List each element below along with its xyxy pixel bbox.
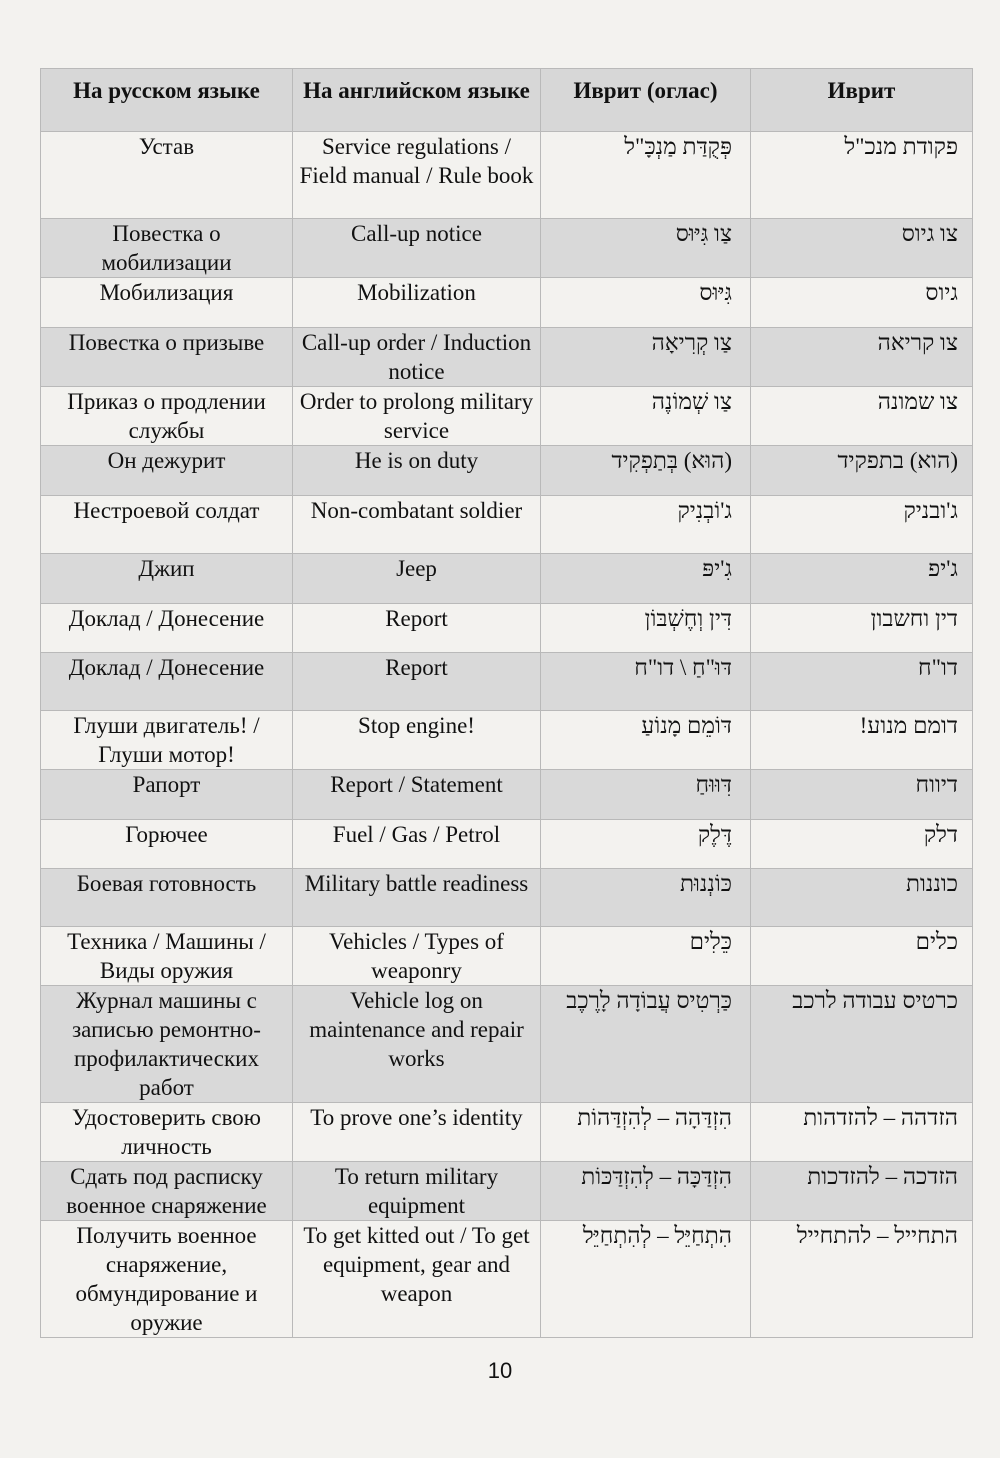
cell-russian: Повестка о мобилизации: [41, 219, 293, 278]
table-row: [41, 1103, 973, 1162]
cell-hebrew-vowelized: כּוֹנְנוּת: [541, 869, 751, 927]
cell-english: Fuel / Gas / Petrol: [293, 820, 541, 869]
cell-hebrew: כרטיס עבודה לרכב: [751, 986, 973, 1103]
table-row: [41, 132, 973, 219]
cell-english: Report / Statement: [293, 770, 541, 820]
cell-hebrew: התחייל – להתחייל: [751, 1221, 973, 1338]
cell-russian: Журнал машины с записью ремонтно-профилактических работ: [41, 986, 293, 1103]
cell-russian: Глуши двигатель! / Глуши мотор!: [41, 711, 293, 770]
cell-russian: Устав: [41, 132, 293, 219]
cell-russian: Приказ о продлении службы: [41, 387, 293, 446]
table-row: [41, 496, 973, 554]
cell-english: Report: [293, 653, 541, 711]
table-row: [41, 278, 973, 328]
table-header-row: [41, 69, 973, 132]
header-english: На английском языке: [293, 69, 541, 132]
cell-english: Stop engine!: [293, 711, 541, 770]
cell-english: Report: [293, 604, 541, 653]
cell-hebrew: ג'ובניק: [751, 496, 973, 554]
cell-hebrew-vowelized: צַו גִּיּוּס: [541, 219, 751, 278]
table-row: [41, 219, 973, 278]
cell-hebrew: כוננות: [751, 869, 973, 927]
cell-hebrew: דלק: [751, 820, 973, 869]
cell-english: To return military equipment: [293, 1162, 541, 1221]
table-row: [41, 927, 973, 986]
cell-russian: Джип: [41, 554, 293, 604]
cell-hebrew-vowelized: גִ'יפּ: [541, 554, 751, 604]
cell-hebrew: (הוא) בתפקיד: [751, 446, 973, 496]
cell-hebrew: כלים: [751, 927, 973, 986]
cell-english: Call-up order / Induction notice: [293, 328, 541, 387]
cell-hebrew-vowelized: פְּקֻדַּת מַנְכָּ"ל: [541, 132, 751, 219]
cell-hebrew-vowelized: צַו קְרִיאָה: [541, 328, 751, 387]
cell-russian: Горючее: [41, 820, 293, 869]
table-row: [41, 820, 973, 869]
cell-hebrew-vowelized: דִּוּוּחַ: [541, 770, 751, 820]
cell-english: He is on duty: [293, 446, 541, 496]
cell-russian: Получить военное снаряжение, обмундирование и оружие: [41, 1221, 293, 1338]
glossary-table: [40, 68, 973, 1338]
table-row: [41, 1221, 973, 1338]
cell-english: Service regulations / Field manual / Rule book: [293, 132, 541, 219]
cell-english: Non-combatant soldier: [293, 496, 541, 554]
cell-hebrew-vowelized: כֵּלִים: [541, 927, 751, 986]
table-row: [41, 1162, 973, 1221]
cell-russian: Техника / Машины / Виды оружия: [41, 927, 293, 986]
cell-english: Mobilization: [293, 278, 541, 328]
cell-hebrew: דין וחשבון: [751, 604, 973, 653]
cell-hebrew: צו שמונה: [751, 387, 973, 446]
cell-english: Vehicle log on maintenance and repair works: [293, 986, 541, 1103]
table-row: [41, 986, 973, 1103]
cell-hebrew: דומם מנוע!: [751, 711, 973, 770]
table-row: [41, 387, 973, 446]
cell-russian: Сдать под расписку военное снаряжение: [41, 1162, 293, 1221]
cell-russian: Повестка о призыве: [41, 328, 293, 387]
cell-russian: Боевая готовность: [41, 869, 293, 927]
cell-russian: Он дежурит: [41, 446, 293, 496]
header-hebrew-vowelized: Иврит (оглас): [541, 69, 751, 132]
table-row: [41, 554, 973, 604]
cell-english: To prove one’s identity: [293, 1103, 541, 1162]
table-row: [41, 770, 973, 820]
cell-russian: Мобилизация: [41, 278, 293, 328]
cell-english: Call-up notice: [293, 219, 541, 278]
cell-hebrew-vowelized: דּוֹמֵם מָנוֹעַ: [541, 711, 751, 770]
page-number: 10: [487, 1358, 513, 1383]
cell-english: Order to prolong military service: [293, 387, 541, 446]
cell-hebrew-vowelized: דֶּלֶק: [541, 820, 751, 869]
cell-hebrew-vowelized: ג'וֹבְנִיק: [541, 496, 751, 554]
cell-hebrew-vowelized: הִתְחַיֵּל – לְהִתְחַיֵּל: [541, 1221, 751, 1338]
cell-russian: Доклад / Донесение: [41, 604, 293, 653]
cell-hebrew-vowelized: דּוּ"חַ \ דו"ח: [541, 653, 751, 711]
cell-hebrew: דו"ח: [751, 653, 973, 711]
cell-hebrew: דיווח: [751, 770, 973, 820]
cell-english: Vehicles / Types of weaponry: [293, 927, 541, 986]
cell-russian: Удостоверить свою личность: [41, 1103, 293, 1162]
cell-russian: Рапорт: [41, 770, 293, 820]
table-row: [41, 328, 973, 387]
header-russian: На русском языке: [41, 69, 293, 132]
cell-hebrew-vowelized: הִזְדַּהָה – לְהִזְדַּהוֹת: [541, 1103, 751, 1162]
cell-hebrew-vowelized: דִּין וְחֶשְׁבּוֹן: [541, 604, 751, 653]
header-hebrew: Иврит: [751, 69, 973, 132]
cell-english: Jeep: [293, 554, 541, 604]
cell-hebrew-vowelized: הִזְדַּכָּה – לְהִזְדַּכּוֹת: [541, 1162, 751, 1221]
cell-hebrew: ג'יפ: [751, 554, 973, 604]
cell-russian: Нестроевой солдат: [41, 496, 293, 554]
table-row: [41, 446, 973, 496]
table-row: [41, 653, 973, 711]
cell-hebrew-vowelized: (הוּא) בְּתַפְקִיד: [541, 446, 751, 496]
cell-hebrew-vowelized: כַּרְטִיס עֲבוֹדָה לָרֶכֶב: [541, 986, 751, 1103]
cell-hebrew: צו קריאה: [751, 328, 973, 387]
cell-hebrew: הזדהה – להזדהות: [751, 1103, 973, 1162]
table-row: [41, 604, 973, 653]
cell-russian: Доклад / Донесение: [41, 653, 293, 711]
cell-hebrew: הזדכה – להזדכות: [751, 1162, 973, 1221]
table-row: [41, 711, 973, 770]
cell-english: To get kitted out / To get equipment, gear and weapon: [293, 1221, 541, 1338]
table-row: [41, 869, 973, 927]
cell-english: Military battle readiness: [293, 869, 541, 927]
cell-hebrew: צו גיוס: [751, 219, 973, 278]
cell-hebrew-vowelized: צַו שְׁמוֹנֶה: [541, 387, 751, 446]
cell-hebrew: גיוס: [751, 278, 973, 328]
cell-hebrew-vowelized: גִּיּוּס: [541, 278, 751, 328]
cell-hebrew: פקודת מנכ"ל: [751, 132, 973, 219]
